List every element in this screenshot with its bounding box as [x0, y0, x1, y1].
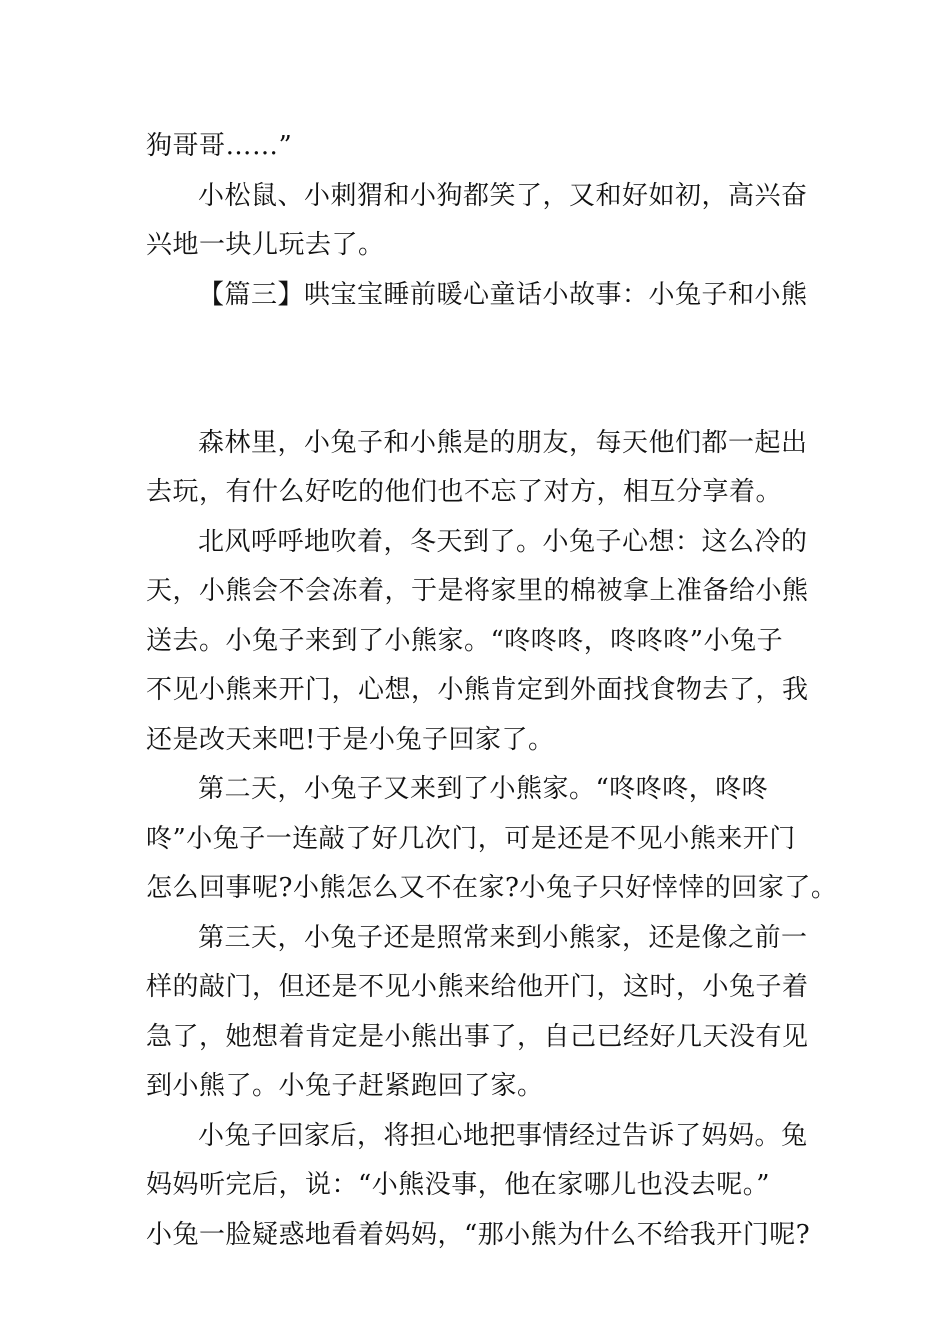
- text-line: 怎么回事呢?小熊怎么又不在家?小兔子只好悻悻的回家了。: [146, 873, 838, 903]
- text-line: 到小熊了。小兔子赶紧跑回了家。: [146, 1071, 544, 1101]
- text-line: 小兔子回家后，将担心地把事情经过告诉了妈妈。兔: [198, 1120, 808, 1151]
- text-line: 去玩，有什么好吃的他们也不忘了对方，相互分享着。: [146, 477, 783, 507]
- text-line: 送去。小兔子来到了小熊家。“咚咚咚，咚咚咚”小兔子: [146, 625, 784, 656]
- text-line: 第三天，小兔子还是照常来到小熊家，还是像之前一: [198, 922, 808, 953]
- text-line: 还是改天来吧!于是小兔子回家了。: [146, 724, 555, 755]
- text-line: 不见小熊来开门，心想，小熊肯定到外面找食物去了，我: [146, 675, 809, 705]
- text-line: 天，小熊会不会冻着，于是将家里的棉被拿上准备给小熊: [146, 576, 809, 606]
- story-text: [146, 122, 838, 1260]
- section-heading: 【篇三】哄宝宝睡前暖心童话小故事：小兔子和小熊: [198, 279, 808, 310]
- text-line: 咚”小兔子一连敲了好几次门，可是还是不见小熊来开门: [146, 823, 796, 854]
- text-line: 小兔一脸疑惑地看着妈妈，“那小熊为什么不给我开门呢?: [146, 1219, 811, 1250]
- text-line: 狗哥哥……”: [146, 131, 293, 161]
- text-line: 北风呼呼地吹着，冬天到了。小兔子心想：这么冷的: [198, 526, 808, 557]
- text-line: 样的敲门，但还是不见小熊来给他开门，这时，小兔子着: [146, 972, 809, 1002]
- blank-line: [146, 320, 810, 370]
- text-line: 小松鼠、小刺猬和小狗都笑了，又和好如初，高兴奋: [198, 180, 808, 211]
- text-line: 妈妈听完后，说：“小熊没事，他在家哪儿也没去呢。”: [146, 1170, 771, 1200]
- text-line: 第二天，小兔子又来到了小熊家。“咚咚咚，咚咚: [198, 774, 769, 804]
- text-line: 急了，她想着肯定是小熊出事了，自己已经好几天没有见: [146, 1021, 809, 1052]
- text-line: 兴地一块儿玩去了。: [146, 230, 385, 260]
- text-line: 森林里，小兔子和小熊是的朋友，每天他们都一起出: [198, 427, 808, 458]
